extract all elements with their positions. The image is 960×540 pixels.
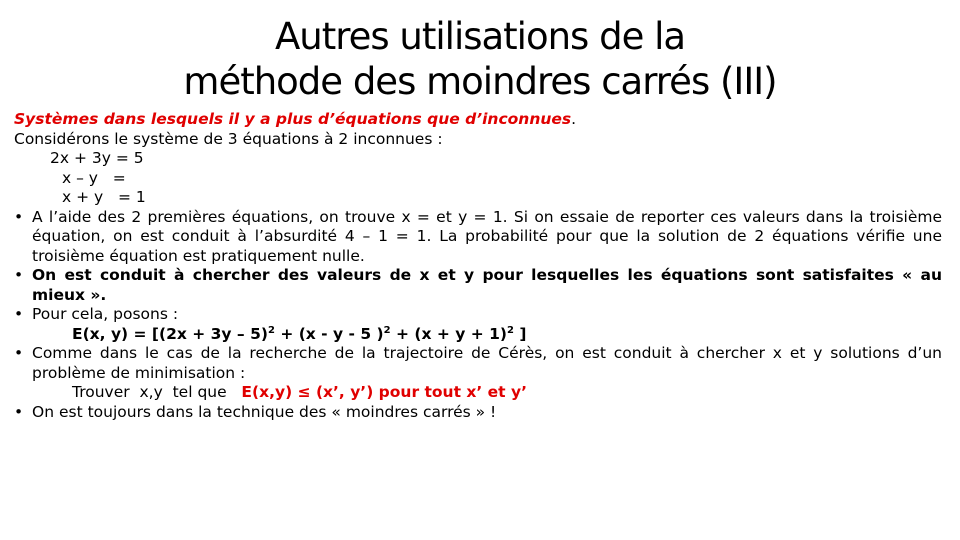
- formula-part-4: ]: [513, 324, 527, 343]
- bullet-icon: •: [14, 305, 24, 323]
- bullet-list-final: [14, 403, 942, 423]
- equation-system: [14, 149, 942, 208]
- bullet-icon: •: [14, 207, 24, 226]
- bullet-item-5: [14, 403, 942, 423]
- intro-text: Considérons le système de 3 équations à 2 inconnues :: [14, 129, 443, 148]
- bullet-text-3: Pour cela, posons :: [32, 305, 179, 323]
- subtitle-period: .: [571, 110, 577, 128]
- formula-part-1: E(x, y) = [(2x + 3y – 5): [72, 324, 268, 343]
- title-line-2: méthode des moindres carrés (III): [183, 60, 777, 103]
- bullet-text-2: On est conduit à chercher des valeurs de x et y pour lesquelles les équations sont satisfaites « au mieux ».: [32, 266, 942, 304]
- bullet-list-continued: [14, 344, 942, 383]
- equation-2: x – y =: [62, 168, 126, 187]
- bullet-icon: •: [14, 402, 24, 421]
- subtitle: [14, 110, 942, 130]
- bullet-item-2: [14, 266, 942, 305]
- formula-exponent-3: 2: [506, 324, 514, 336]
- slide-title: [0, 14, 960, 104]
- bullet-item-4: [14, 344, 942, 383]
- formula-part-3: + (x + y + 1): [390, 324, 507, 343]
- formula-exponent-1: 2: [267, 324, 275, 336]
- bullet-icon: •: [14, 266, 24, 284]
- error-formula: [14, 325, 942, 345]
- minimization-condition: E(x,y) ≤ (x’, y’) pour tout x’ et y’: [241, 383, 527, 401]
- equation-1: 2x + 3y = 5: [50, 149, 144, 167]
- title-line-1: Autres utilisations de la: [274, 15, 686, 58]
- bullet-list: [14, 208, 942, 325]
- bullet-item-1: [14, 208, 942, 267]
- slide-body: [14, 110, 942, 422]
- minimization-problem: [14, 383, 942, 403]
- minimization-prefix: Trouver x,y tel que: [72, 383, 227, 401]
- bullet-item-3: [14, 305, 942, 325]
- formula-part-2: + (x - y - 5 ): [274, 324, 384, 343]
- bullet-text-1: A l’aide des 2 premières équations, on trouve x = et y = 1. Si on essaie de reporter ces valeurs dans la troisième équation, on est conduit à l’absurdité 4 – 1 = 1. La probabilité pour que la solution de 2 équations vérifie une troisième équation est pratiquement nulle.: [32, 207, 942, 265]
- bullet-icon: •: [14, 344, 24, 362]
- equation-3: x + y = 1: [62, 188, 146, 206]
- bullet-text-4: Comme dans le cas de la recherche de la trajectoire de Cérès, on est conduit à chercher x et y solutions d’un problème de minimisation :: [32, 344, 942, 382]
- subtitle-text: Systèmes dans lesquels il y a plus d’équations que d’inconnues: [14, 110, 572, 128]
- formula-exponent-2: 2: [383, 324, 391, 336]
- bullet-text-5: On est toujours dans la technique des « moindres carrés » !: [32, 402, 497, 421]
